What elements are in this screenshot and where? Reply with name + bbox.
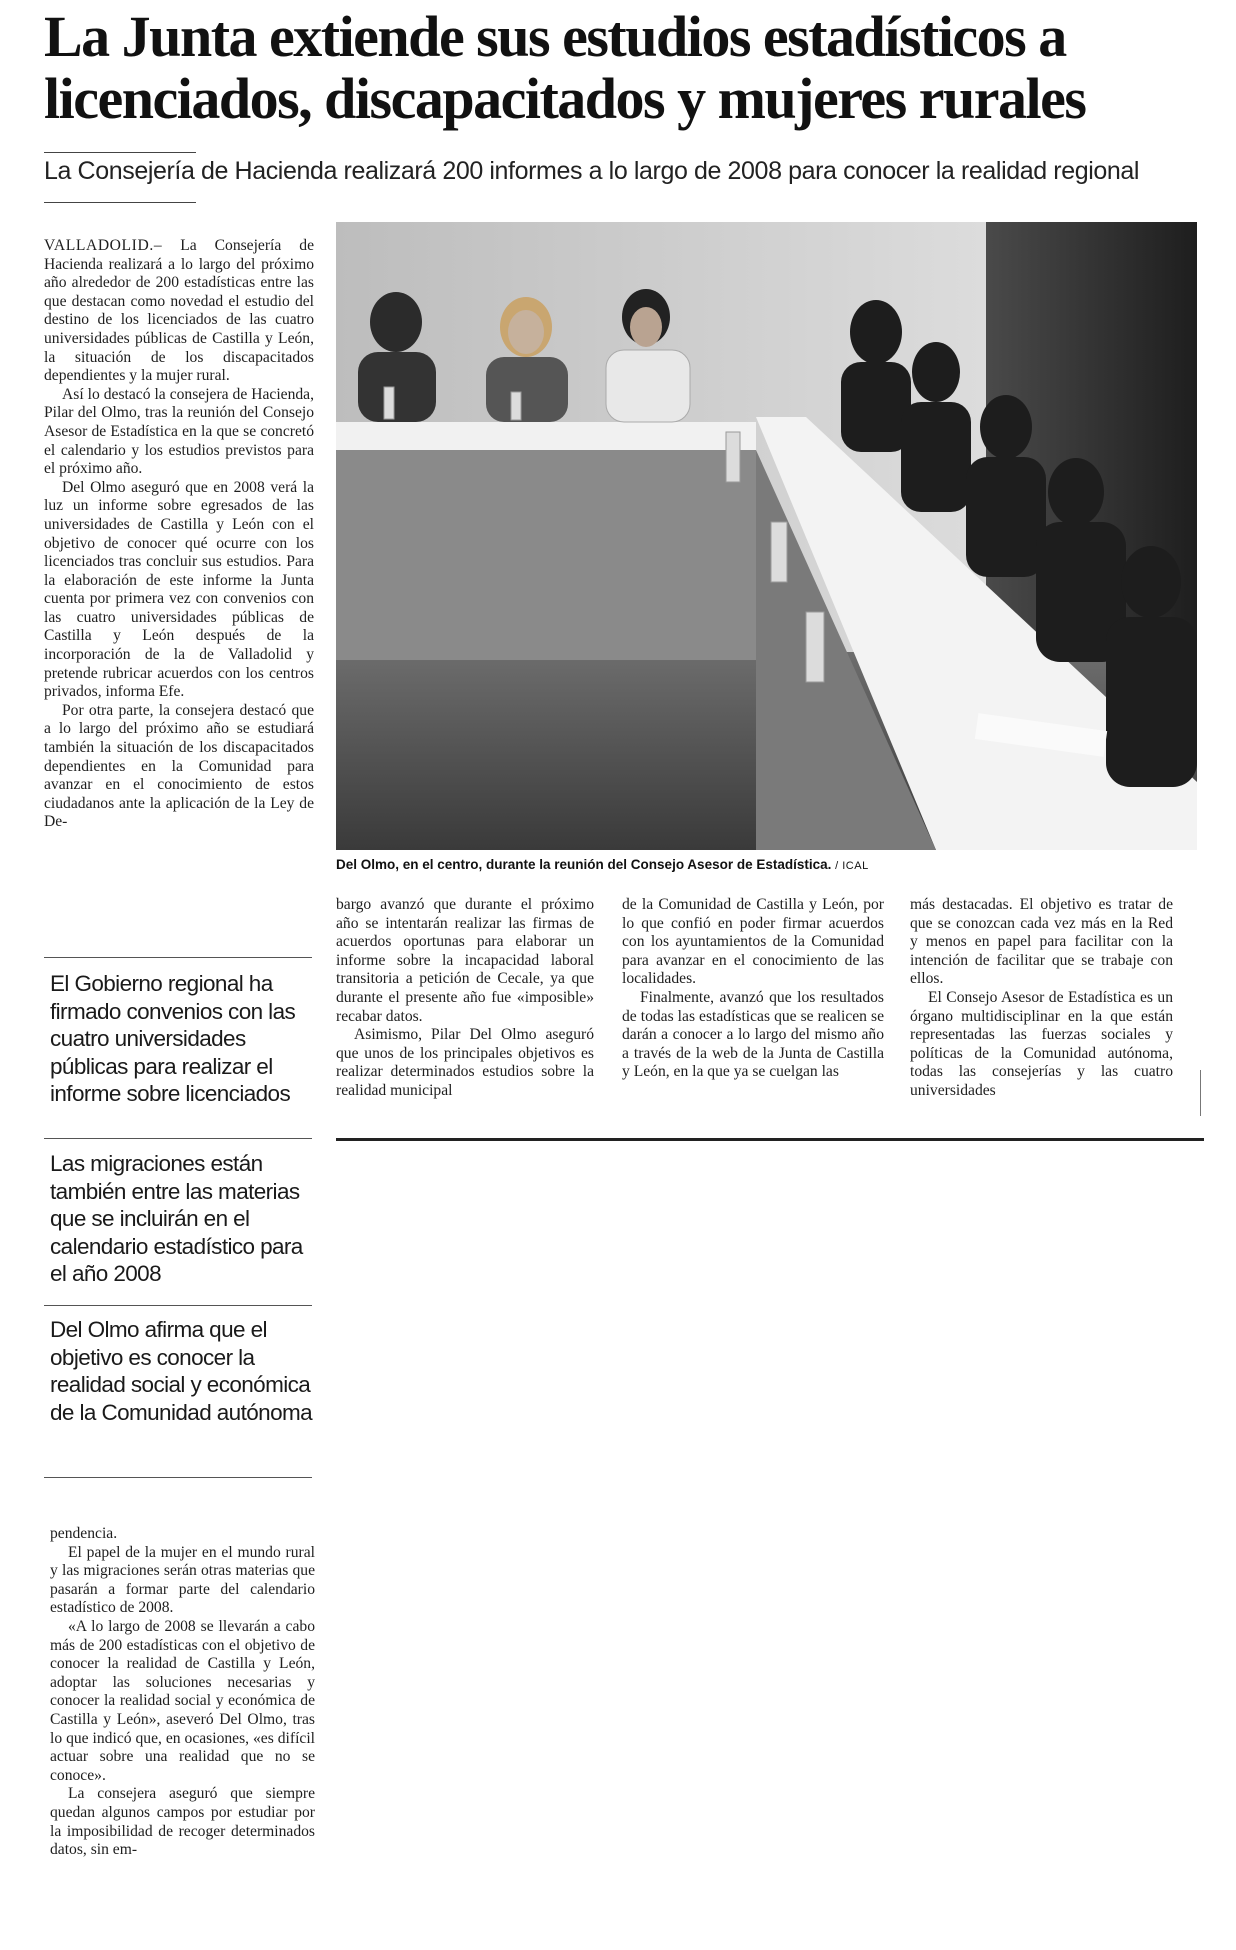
paragraph: pendencia.	[50, 1525, 118, 1542]
paragraph: La Consejería de Hacienda realizará a lo largo del próximo año alrededor de 200 estadísticas entre las que destacan como novedad el estudio del destino de los licenciados de las cuatro universidades públicas de Castilla y León, la situación de los discapacitados dependientes y la mujer rural.	[44, 237, 314, 385]
paragraph: Del Olmo aseguró que en 2008 verá la luz un informe sobre egresados de las universidades de Castilla y León con el objetivo de conocer qué ocurre con los licenciados tras concluir sus estudios. Para la elaboración de este informe la Junta cuenta por primera vez con convenios con las cuatro universidades públicas de Castilla y León después de la incorporación de la de Valladolid y pretende rubricar acuerdos con los centros privados, informa Efe.	[44, 478, 314, 701]
paragraph: Asimismo, Pilar Del Olmo aseguró que unos de los principales objetivos es realizar determinados estudios sobre la realidad municipal	[336, 1026, 594, 1099]
photo-credit: / ICAL	[835, 860, 869, 872]
paragraph: El Consejo Asesor de Estadística es un órgano multidisciplinar en la que están representadas las fuerzas sociales y políticas de la Comunidad autónoma, todas las consejerías y las cuatro universidades	[910, 988, 1173, 1099]
paragraph: La consejera aseguró que siempre quedan algunos campos por estudiar por la imposibilidad de recoger determinados datos, sin em-	[50, 1785, 315, 1859]
article-column-4	[910, 896, 1173, 1101]
pullquote: Del Olmo afirma que el objetivo es conocer la realidad social y económica de la Comunidad autónoma	[50, 1317, 313, 1425]
article-end-rule	[336, 1138, 1204, 1141]
photo-caption	[336, 856, 1197, 875]
paragraph: bargo avanzó que durante el próximo año se intentarán realizar las firmas de acuerdos oportunas para elaborar un informe sobre la incapacidad laboral transitoria a petición de Cecale, ya que durante el presente año fue «imposible» recabar datos.	[336, 896, 594, 1025]
article-column-2	[336, 896, 594, 1101]
headline: La Junta extiende sus estudios estadísticos a licenciados, discapacitados y mujeres rurales	[44, 4, 1086, 131]
article-column-1-continued	[50, 1525, 315, 1860]
paragraph: El papel de la mujer en el mundo rural y las migraciones serán otras materias que pasarán a formar parte del calendario estadístico de 2008.	[50, 1543, 315, 1617]
pullquote-divider	[44, 1138, 312, 1139]
paragraph: Así lo destacó la consejera de Hacienda, Pilar del Olmo, tras la reunión del Consejo Asesor de Estadística en la que se concretó el calendario y los estudios previstos para el próximo año.	[44, 385, 314, 478]
subheadline-rule-bottom	[44, 202, 196, 203]
paragraph: más destacadas. El objetivo es tratar de que se conozcan cada vez más en la Red y menos en papel para facilitar con la intención de facilitar que se trabaje con ellos.	[910, 896, 1173, 988]
pullquote-divider	[44, 957, 312, 958]
pullquote: Las migraciones están también entre las materias que se incluirán en el calendario estadístico para el año 2008	[50, 1151, 303, 1286]
pullquote-divider	[44, 1305, 312, 1306]
caption-text: Del Olmo, en el centro, durante la reunión del Consejo Asesor de Estadística.	[336, 857, 832, 872]
meeting-photo	[336, 222, 1197, 850]
column-end-mark	[1200, 1070, 1201, 1116]
photo-meeting-icon	[336, 222, 1197, 850]
subheadline-rule-top	[44, 152, 196, 153]
paragraph: Finalmente, avanzó que los resultados de todas las estadísticas que se realicen se darán a conocer a lo largo del mismo año a través de la web de la Junta de Castilla y León, en la que ya se cuelgan las	[622, 988, 884, 1081]
article-column-1	[44, 237, 314, 832]
paragraph: de la Comunidad de Castilla y León, por lo que confió en poder firmar acuerdos con los ayuntamientos de la Comunidad para avanzar en el conocimiento de las localidades.	[622, 896, 884, 988]
subheadline: La Consejería de Hacienda realizará 200 informes a lo largo de 2008 para conocer la realidad regional	[44, 157, 1140, 185]
paragraph: «A lo largo de 2008 se llevarán a cabo más de 200 estadísticas con el objetivo de conocer la realidad de Castilla y León, adoptar las soluciones necesarias y conocer la realidad social y económica de Castilla y León», aseveró Del Olmo, tras lo que indicó que, en ocasiones, «es difícil actuar sobre una realidad que no se conoce».	[50, 1617, 315, 1784]
dateline: VALLADOLID.–	[44, 237, 163, 254]
pullquote-divider	[44, 1477, 312, 1478]
article-column-3	[622, 896, 884, 1082]
pullquote: El Gobierno regional ha firmado convenios con las cuatro universidades públicas para realizar el informe sobre licenciados	[50, 971, 296, 1106]
paragraph: Por otra parte, la consejera destacó que a lo largo del próximo año se estudiará también la situación de los discapacitados dependientes en la Comunidad para avanzar en el conocimiento de estos ciudadanos ante la aplicación de la Ley de De-	[44, 701, 314, 831]
